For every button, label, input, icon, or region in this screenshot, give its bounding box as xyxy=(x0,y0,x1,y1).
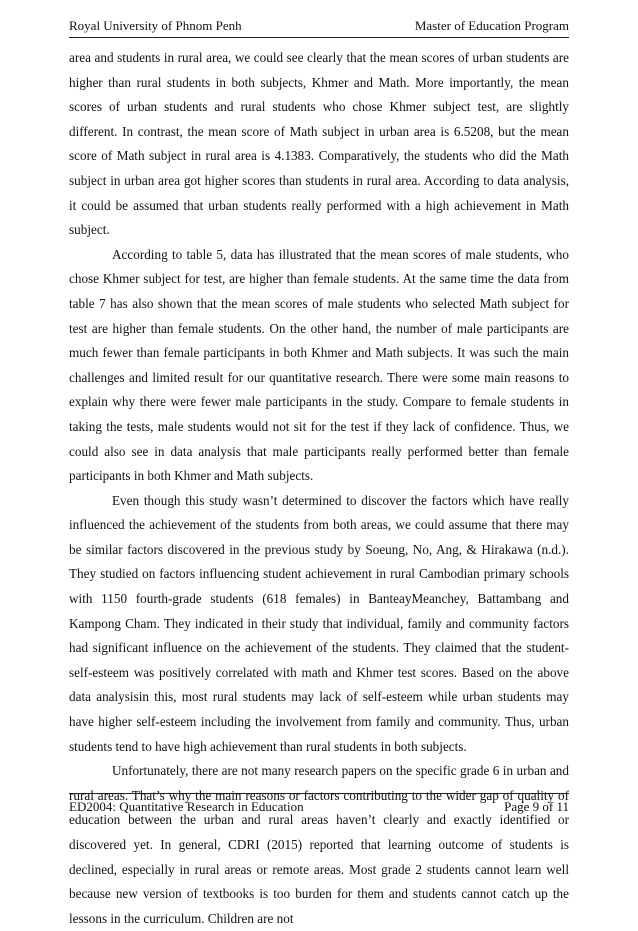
paragraph-1: area and students in rural area, we could see clearly that the mean scores of urban students are higher than rural students in both subjects, Khmer and Math. More importantly, the mean scores of urban students and rural students who chose Khmer subject test, are slightly different. In contrast, the mean score of Math subject in urban area is 6.5208, but the mean score of Math subject in rural area is 4.1383. Comparatively, the students who did the Math subject in urban area got higher scores than students in rural area. According to data analysis, it could be assumed that urban students really performed with a high achievement in Math subject. xyxy=(69,50,569,238)
paragraph-2: According to table 5, data has illustrated that the mean scores of male students, who chose Khmer subject for test, are higher than female students. At the same time the data from table 7 has also shown that the mean scores of male students who selected Math subject for test are higher than female students. On the other hand, the number of male participants are much fewer than female participants in both Khmer and Math subjects. It was such the main challenges and limited result for our quantitative research. There were some main reasons to explain why there were fewer male participants in the study. Compare to female students in taking the tests, male students would not sit for the test if they lack of confidence. Thus, we could also see in data analysis that male participants really performed better than female participants in both Khmer and Math subjects. xyxy=(69,246,569,484)
page-header xyxy=(69,14,569,38)
footer-page-number: Page 9 of 11 xyxy=(504,799,569,814)
footer-course: ED2004: Quantitative Research in Education xyxy=(69,799,304,814)
paragraph-4: Unfortunately, there are not many research papers on the specific grade 6 in urban and rural areas. That’s why the main reasons or factors contributing to the wider gap of quality of education between the urban and rural areas haven’t clearly and exactly identified or discovered yet. In general, CDRI (2015) reported that learning outcome of students is declined, especially in rural areas or remote areas. Most grade 2 students cannot learn well because new version of textbooks is too burden for them and students cannot catch up the lessons in the curriculum. Children are not xyxy=(69,763,569,926)
header-program: Master of Education Program xyxy=(414,18,569,33)
header-university: Royal University of Phnom Penh xyxy=(69,18,242,33)
page-footer xyxy=(69,793,569,819)
paragraph-3: Even though this study wasn’t determined to discover the factors which have really influenced the achievement of the students from both areas, we could assume that there may be similar factors discovered in the previous study by Soeung, No, Ang, & Hirakawa (n.d.). They studied on factors influencing student achievement in rural Cambodian primary schools with 1150 fourth-grade students (618 females) in BanteayMeanchey, Battambang and Kampong Cham. They indicated in their study that individual, family and community factors had significant influence on the achievement of the students. They claimed that the student-self-esteem was positively correlated with math and Khmer test scores. Based on the above data analysisin this, most rural students may lack of self-esteem while urban students may have higher self-esteem including the involvement from family and community. Thus, urban students tend to have high achievement than rural students in both subjects. xyxy=(69,492,569,754)
